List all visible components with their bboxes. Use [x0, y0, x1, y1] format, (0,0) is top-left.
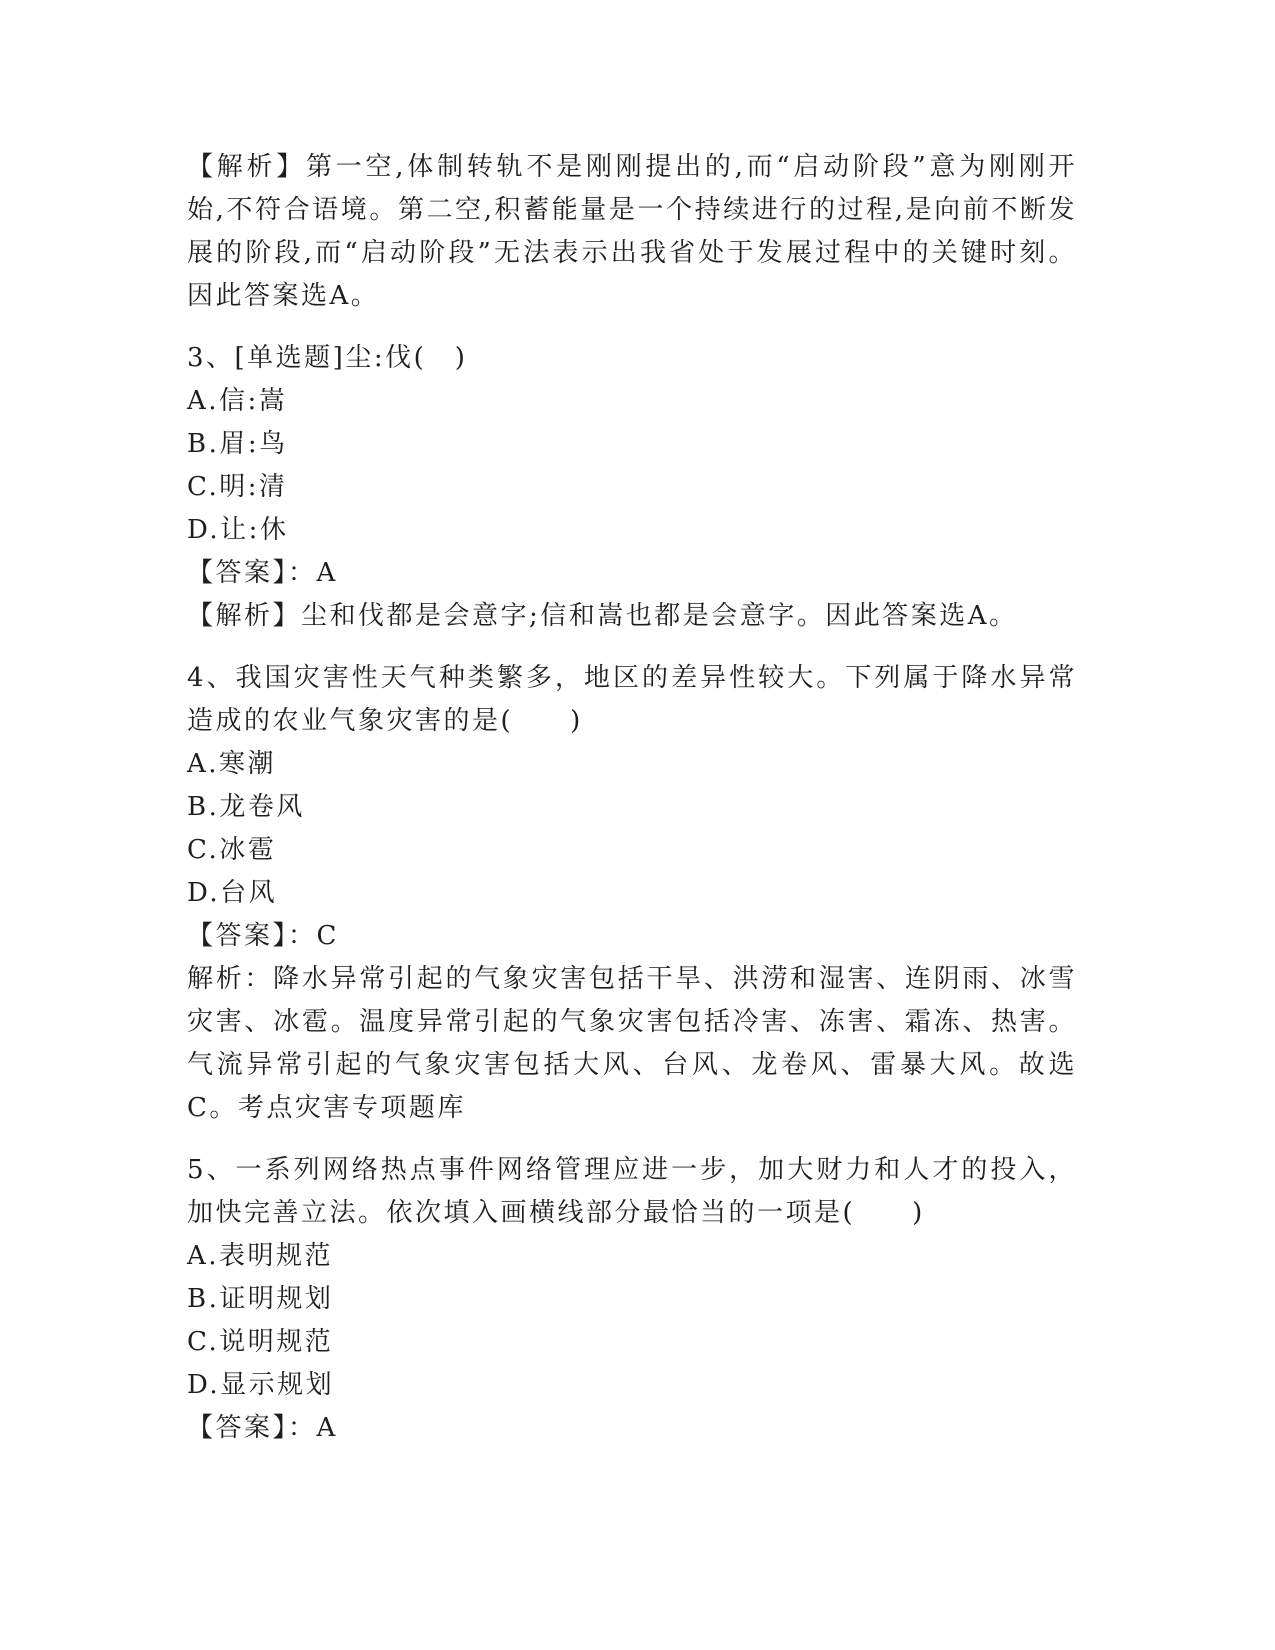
option-c: C.明:清	[187, 472, 288, 502]
option-b: B.证明规划	[187, 1284, 334, 1314]
option-c: C.冰雹	[187, 835, 277, 865]
question-4	[187, 657, 1077, 1130]
question-stem: 5、一系列网络热点事件网络管理应进一步，加大财力和人才的投入，加快完善立法。依次填入画横线部分最恰当的一项是( )	[187, 1155, 1077, 1228]
option-b: B.龙卷风	[187, 792, 305, 822]
question-5	[187, 1149, 1077, 1450]
option-d: D.显示规划	[187, 1370, 335, 1400]
question-stem: 4、我国灾害性天气种类繁多，地区的差异性较大。下列属于降水异常造成的农业气象灾害的是( )	[187, 663, 1077, 736]
analysis-text: 解析：降水异常引起的气象灾害包括干旱、洪涝和湿害、连阴雨、冰雪灾害、冰雹。温度异常引起的气象灾害包括冷害、冻害、霜冻、热害。气流异常引起的气象灾害包括大风、台风、龙卷风、雷暴大风。故选C。考点灾害专项题库	[187, 964, 1077, 1123]
document-content	[187, 146, 1077, 1469]
option-b: B.眉:鸟	[187, 429, 288, 459]
question-2-tail	[187, 146, 1077, 318]
answer-text: 【答案】：A	[187, 1413, 338, 1443]
answer-text: 【答案】：C	[187, 921, 339, 951]
question-stem: 3、[单选题]尘:伐( )	[187, 343, 468, 373]
analysis-text: 【解析】第一空,体制转轨不是刚刚提出的,而“启动阶段”意为刚刚开始,不符合语境。第二空,积蓄能量是一个持续进行的过程,是向前不断发展的阶段,而“启动阶段”无法表示出我省处于发展过程中的关键时刻。因此答案选A。	[187, 152, 1077, 311]
option-d: D.台风	[187, 878, 278, 908]
option-d: D.让:休	[187, 515, 289, 545]
question-3	[187, 337, 1077, 638]
option-c: C.说明规范	[187, 1327, 334, 1357]
answer-text: 【答案】：A	[187, 558, 338, 588]
option-a: A.表明规范	[187, 1241, 334, 1271]
analysis-text: 【解析】尘和伐都是会意字;信和嵩也都是会意字。因此答案选A。	[187, 601, 1018, 631]
option-a: A.信:嵩	[187, 386, 288, 416]
option-a: A.寒潮	[187, 749, 277, 779]
